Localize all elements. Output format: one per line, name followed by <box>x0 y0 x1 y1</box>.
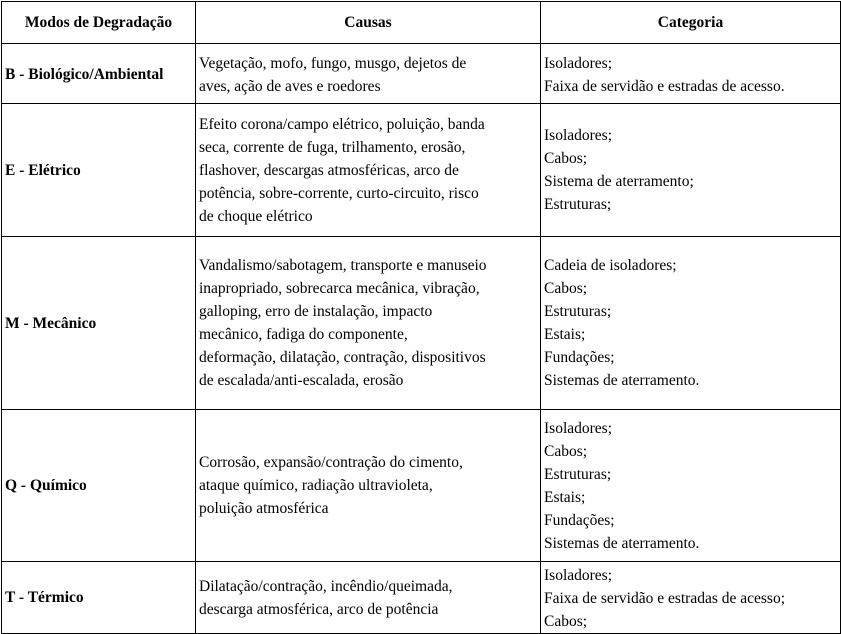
cause-line: mecânico, fadiga do componente, <box>199 326 408 343</box>
cause-line: Efeito corona/campo elétrico, poluição, banda <box>199 115 485 133</box>
cause-line: Corrosão, expansão/contração do cimento, <box>199 454 463 471</box>
header-modes: Modos de Degradação <box>2 2 196 44</box>
category-item: Isoladores; <box>544 419 613 437</box>
mode-cell: E - Elétrico <box>2 104 196 237</box>
cause-line: ataque químico, radiação ultravioleta, <box>199 477 433 494</box>
cause-line: Dilatação/contração, incêndio/queimada, <box>199 577 453 595</box>
cause-line: galloping, erro de instalação, impacto <box>199 303 433 320</box>
category-item: Estruturas; <box>544 465 612 483</box>
category-item: Cabos; <box>544 442 588 460</box>
cause-line: inapropriado, sobrecarca mecânica, vibração, <box>199 280 480 297</box>
cause-line: deformação, dilatação, contração, dispositivos <box>199 349 486 366</box>
causes-cell <box>196 237 541 410</box>
category-item: Faixa de servidão e estradas de acesso; <box>544 590 786 607</box>
category-item: Estruturas; <box>544 303 612 320</box>
cause-line: de choque elétrico <box>199 207 313 225</box>
category-cell <box>541 410 841 562</box>
causes-cell <box>196 562 541 634</box>
category-cell <box>541 562 841 634</box>
degradation-modes-table <box>1 1 841 634</box>
table-row-biologico <box>2 44 841 104</box>
mode-cell: Q - Químico <box>2 410 196 562</box>
causes-cell <box>196 44 541 104</box>
category-item: Cabos; <box>544 613 588 630</box>
category-item: Isoladores; <box>544 567 613 584</box>
category-item: Cadeia de isoladores; <box>544 257 677 274</box>
causes-cell <box>196 410 541 562</box>
cause-line: descarga atmosférica, arco de potência <box>199 600 439 618</box>
category-item: Cabos; <box>544 280 588 297</box>
cause-line: potência, sobre-corrente, curto-circuito, risco <box>199 184 479 202</box>
category-item: Estais; <box>544 326 586 343</box>
category-cell <box>541 104 841 237</box>
table-row-termico <box>2 562 841 634</box>
cause-line: flashover, descargas atmosféricas, arco de <box>199 161 459 179</box>
causes-cell <box>196 104 541 237</box>
category-item: Sistemas de aterramento. <box>544 372 700 389</box>
mode-cell: B - Biológico/Ambiental <box>2 44 196 104</box>
cause-line: seca, corrente de fuga, trilhamento, erosão, <box>199 138 466 156</box>
header-category: Categoria <box>541 2 841 44</box>
category-item: Sistemas de aterramento. <box>544 534 700 552</box>
category-item: Fundações; <box>544 511 615 529</box>
cause-line: de escalada/anti-escalada, erosão <box>199 372 404 389</box>
category-cell <box>541 237 841 410</box>
category-item: Sistema de aterramento; <box>544 173 694 190</box>
mode-cell: M - Mecânico <box>2 237 196 410</box>
header-row <box>2 2 841 44</box>
cause-line: Vandalismo/sabotagem, transporte e manuseio <box>199 257 487 274</box>
category-cell <box>541 44 841 104</box>
category-item: Estruturas; <box>544 196 612 213</box>
category-item: Isoladores; <box>544 54 613 72</box>
cause-line: poluição atmosférica <box>199 500 329 517</box>
category-item: Isoladores; <box>544 127 613 144</box>
table-row-quimico <box>2 410 841 562</box>
category-item: Faixa de servidão e estradas de acesso. <box>544 77 785 95</box>
mode-cell: T - Térmico <box>2 562 196 634</box>
category-item: Cabos; <box>544 150 588 167</box>
category-item: Estais; <box>544 488 586 506</box>
cause-line: aves, ação de aves e roedores <box>199 77 381 95</box>
table-row-eletrico <box>2 104 841 237</box>
table-row-mecanico <box>2 237 841 410</box>
cause-line: Vegetação, mofo, fungo, musgo, dejetos de <box>199 54 467 72</box>
header-causes: Causas <box>196 2 541 44</box>
category-item: Fundações; <box>544 349 615 366</box>
